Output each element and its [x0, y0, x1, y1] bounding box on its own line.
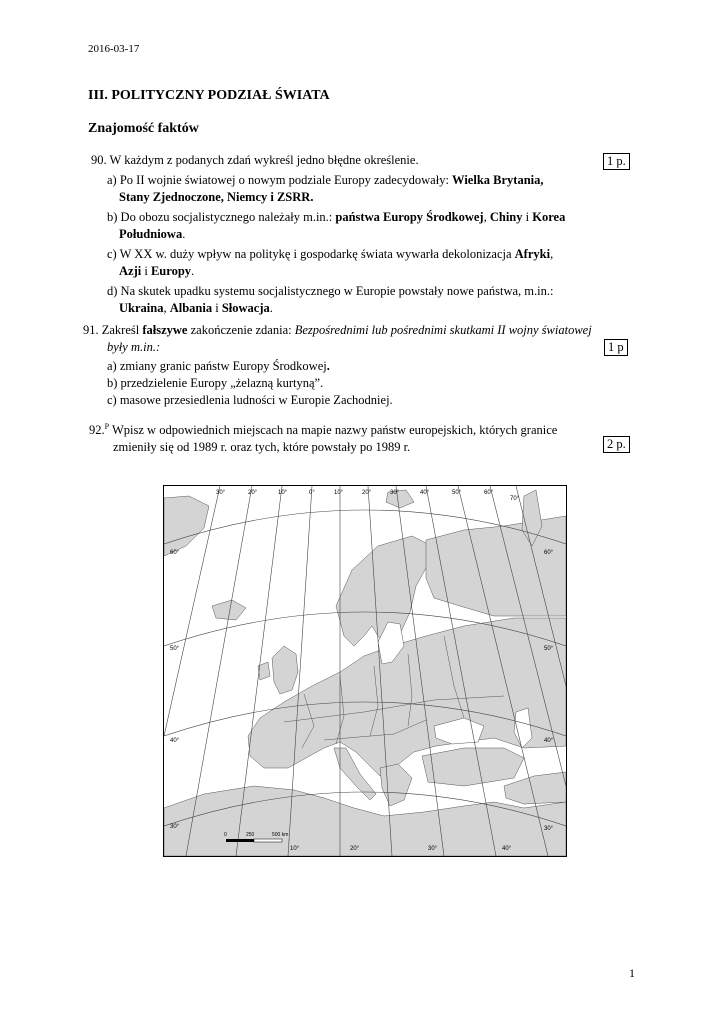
- document-date: 2016-03-17: [88, 43, 140, 55]
- q90-option-d[interactable]: d) Na skutek upadku systemu socjalistycznego w Europie powstały nowe państwa, m.in.:: [107, 284, 554, 298]
- question-90-options: [107, 172, 617, 317]
- q91-option-c[interactable]: c) masowe przesiedlenia ludności w Europie Zachodniej.: [107, 393, 393, 407]
- scale-label-end: 500 km: [272, 832, 289, 838]
- lon-label-top: 60°: [484, 490, 494, 496]
- lat-label-right: 50°: [544, 646, 554, 652]
- lat-label-right: 40°: [544, 738, 554, 744]
- lon-label-bottom: 30°: [428, 846, 438, 852]
- question-91-options: [107, 358, 607, 409]
- question-92-line1: 92.$^P$ Wpisz w odpowiednich miejscach na mapie nazwy państw europejskich, których granice: [89, 422, 558, 438]
- q90-option-b-cont[interactable]: Południowa.: [119, 227, 186, 241]
- lon-label-top: 70°: [510, 496, 520, 502]
- q90-option-c-cont[interactable]: Azji i Europy.: [119, 264, 195, 278]
- section-title: III. POLITYCZNY PODZIAŁ ŚWIATA: [88, 88, 330, 103]
- question-91-stem-cont: były m.in.:: [107, 340, 161, 354]
- lon-label-top: 0°: [309, 490, 315, 496]
- scale-segment-2: [254, 839, 282, 842]
- lon-label-bottom: 20°: [350, 846, 360, 852]
- lat-label-right: 60°: [544, 550, 554, 556]
- scale-label-mid: 250: [246, 832, 255, 838]
- question-90-stem: 90. W każdym z podanych zdań wykreśl jedno błędne określenie.: [91, 153, 419, 167]
- lon-label-top: 30°: [390, 490, 400, 496]
- q90-option-d-cont[interactable]: Ukraina, Albania i Słowacja.: [119, 301, 273, 315]
- question-90: [91, 152, 611, 169]
- q90-option-a[interactable]: a) Po II wojnie światowej o nowym podziale Europy zadecydowały: Wielka Brytania,: [107, 173, 544, 187]
- lat-label-left: 30°: [170, 824, 180, 830]
- question-92-line2: zmieniły się od 1989 r. oraz tych, które powstały po 1989 r.: [113, 440, 411, 455]
- lon-label-top: 20°: [362, 490, 372, 496]
- lon-label-bottom: 10°: [290, 846, 300, 852]
- q90-option-a-cont[interactable]: Stany Zjednoczone, Niemcy i ZSRR.: [119, 190, 314, 204]
- lon-label-top: 10°: [278, 490, 288, 496]
- q90-option-b[interactable]: b) Do obozu socjalistycznego należały m.in.: państwa Europy Środkowej, Chiny i Korea: [107, 210, 566, 224]
- lon-label-top: 10°: [334, 490, 344, 496]
- scale-label-zero: 0: [224, 832, 227, 838]
- europe-outline-map[interactable]: [163, 485, 567, 857]
- lat-label-left: 40°: [170, 738, 180, 744]
- question-92: [89, 418, 609, 456]
- lon-label-top: 40°: [420, 490, 430, 496]
- question-91: [83, 322, 628, 356]
- lon-label-top: 30°: [216, 490, 226, 496]
- section-subtitle: Znajomość faktów: [88, 121, 199, 136]
- map-svg[interactable]: [164, 486, 566, 856]
- lat-label-left: 60°: [170, 550, 180, 556]
- q91-option-b[interactable]: b) przedzielenie Europy „żelazną kurtyną”.: [107, 376, 324, 390]
- lon-label-bottom: 40°: [502, 846, 512, 852]
- page-number: 1: [629, 966, 635, 980]
- lon-label-top: 20°: [248, 490, 258, 496]
- question-92-points: 2 p.: [603, 436, 630, 453]
- q91-option-a[interactable]: a) zmiany granic państw Europy Środkowej.: [107, 359, 330, 373]
- lon-label-top: 50°: [452, 490, 462, 496]
- scale-segment-1: [226, 839, 254, 842]
- question-90-points: 1 p.: [603, 153, 630, 170]
- question-91-points: 1 p: [604, 339, 628, 356]
- lat-label-left: 50°: [170, 646, 180, 652]
- question-91-stem: 91. Zakreśl fałszywe zakończenie zdania: Bezpośrednimi lub pośrednimi skutkami II wojny światowej: [83, 323, 592, 337]
- q90-option-c[interactable]: c) W XX w. duży wpływ na politykę i gospodarkę świata wywarła dekolonizacja Afryki,: [107, 247, 554, 261]
- lat-label-right: 30°: [544, 826, 554, 832]
